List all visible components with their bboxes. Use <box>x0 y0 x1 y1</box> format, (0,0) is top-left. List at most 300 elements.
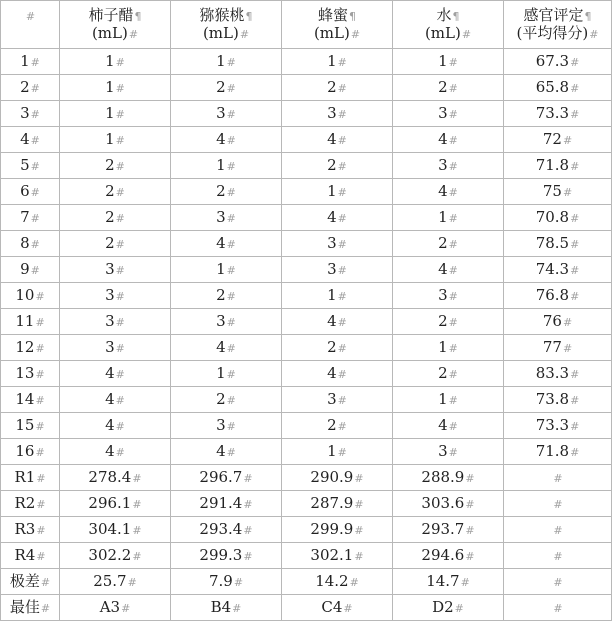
cell-end-mark: # <box>562 341 573 355</box>
cell-end-mark: # <box>115 107 125 121</box>
cell-end-mark: # <box>460 575 470 589</box>
data-cell <box>282 569 393 595</box>
data-cell-value: 76.8 <box>535 285 570 304</box>
table-row <box>1 283 612 309</box>
cell-end-mark: # <box>115 55 125 69</box>
data-cell <box>393 153 504 179</box>
row-label-cell <box>1 127 60 153</box>
data-cell-value: 14.7 <box>426 571 460 590</box>
data-cell <box>393 205 504 231</box>
cell-end-mark: # <box>226 237 236 251</box>
header-row <box>1 1 612 49</box>
data-cell <box>60 595 171 621</box>
cell-end-mark: # <box>570 263 580 277</box>
cell-end-mark: # <box>115 445 125 459</box>
data-cell <box>171 283 282 309</box>
cell-end-mark: # <box>128 27 139 41</box>
row-label-cell <box>1 75 60 101</box>
cell-end-mark: # <box>132 497 142 511</box>
cell-end-mark: # <box>570 419 580 433</box>
data-cell-value: D2 <box>432 597 454 616</box>
table-row <box>1 517 612 543</box>
data-cell-value: 2 <box>438 311 448 330</box>
row-label-cell <box>1 543 60 569</box>
cell-end-mark: # <box>226 419 236 433</box>
data-cell <box>171 179 282 205</box>
data-cell <box>393 179 504 205</box>
data-cell <box>60 49 171 75</box>
cell-end-mark: # <box>448 419 458 433</box>
data-cell-value: 2 <box>327 155 337 174</box>
data-cell <box>60 361 171 387</box>
data-cell <box>282 335 393 361</box>
data-cell <box>282 179 393 205</box>
cell-end-mark: # <box>36 549 46 563</box>
cell-end-mark: # <box>448 81 458 95</box>
data-cell <box>282 309 393 335</box>
data-cell <box>504 413 612 439</box>
data-cell-value: 296.1 <box>88 493 132 512</box>
data-cell <box>393 283 504 309</box>
row-label-cell-value: R4 <box>14 545 36 564</box>
paragraph-mark: ¶ <box>134 9 142 23</box>
cell-end-mark: # <box>570 55 580 69</box>
data-cell-value: 3 <box>216 311 226 330</box>
data-cell <box>282 257 393 283</box>
table-row <box>1 257 612 283</box>
data-cell-value: 4 <box>105 389 115 408</box>
data-cell-value: 4 <box>216 337 226 356</box>
table-row <box>1 231 612 257</box>
data-cell-value: 71.8 <box>535 155 570 174</box>
cell-end-mark: # <box>226 393 236 407</box>
row-label-cell-value: 5 <box>20 155 30 174</box>
data-cell <box>282 465 393 491</box>
table-row <box>1 335 612 361</box>
data-cell-value: C4 <box>321 597 343 616</box>
cell-end-mark: # <box>448 55 458 69</box>
cell-end-mark: # <box>132 549 142 563</box>
cell-end-mark: # <box>465 549 475 563</box>
data-cell-value: 3 <box>438 285 448 304</box>
cell-end-mark: # <box>343 601 353 615</box>
data-cell-value: 3 <box>327 103 337 122</box>
cell-end-mark: # <box>337 211 347 225</box>
data-cell-value: 1 <box>327 181 337 200</box>
cell-end-mark: # <box>243 523 253 537</box>
data-cell <box>282 387 393 413</box>
row-label-cell <box>1 257 60 283</box>
data-cell <box>282 231 393 257</box>
row-label-cell <box>1 153 60 179</box>
data-cell-value: 278.4 <box>88 467 132 486</box>
data-cell <box>171 569 282 595</box>
cell-end-mark: # <box>226 341 236 355</box>
row-label-cell-value: 最佳 <box>9 597 40 616</box>
header-line2: (mL) <box>91 23 128 42</box>
header-line2: (mL) <box>202 23 239 42</box>
data-cell <box>504 309 612 335</box>
cell-end-mark: # <box>36 523 46 537</box>
row-label-cell <box>1 517 60 543</box>
row-label-cell <box>1 335 60 361</box>
header-cell <box>504 1 612 49</box>
data-cell <box>171 335 282 361</box>
cell-end-mark: # <box>239 27 250 41</box>
data-cell <box>60 309 171 335</box>
data-cell <box>504 387 612 413</box>
table-row <box>1 179 612 205</box>
data-cell <box>171 491 282 517</box>
data-cell-value: 3 <box>438 103 448 122</box>
table-row <box>1 205 612 231</box>
table-row <box>1 101 612 127</box>
row-label-cell-value: 6 <box>20 181 30 200</box>
data-cell <box>60 205 171 231</box>
data-cell-value: 2 <box>438 363 448 382</box>
row-label-cell <box>1 465 60 491</box>
data-cell <box>504 491 612 517</box>
data-cell <box>171 309 282 335</box>
cell-end-mark: # <box>115 341 125 355</box>
cell-end-mark: # <box>448 289 458 303</box>
data-cell <box>171 231 282 257</box>
header-cell <box>60 1 171 49</box>
data-cell-value: 3 <box>105 337 115 356</box>
cell-end-mark: # <box>465 497 475 511</box>
cell-end-mark: # <box>553 601 563 615</box>
data-cell-value: 3 <box>327 233 337 252</box>
cell-end-mark: # <box>35 445 45 459</box>
cell-end-mark: # <box>132 523 142 537</box>
data-cell-value: 299.3 <box>199 545 243 564</box>
cell-end-mark: # <box>226 315 236 329</box>
data-cell <box>282 101 393 127</box>
data-cell <box>60 101 171 127</box>
data-cell <box>504 283 612 309</box>
data-cell <box>393 127 504 153</box>
cell-end-mark: # <box>448 445 458 459</box>
cell-end-mark: # <box>226 55 236 69</box>
data-cell-value: 4 <box>105 441 115 460</box>
data-cell <box>171 127 282 153</box>
header-cell <box>282 1 393 49</box>
data-cell-value: 2 <box>105 155 115 174</box>
data-cell-value: 296.7 <box>199 467 243 486</box>
cell-end-mark: # <box>570 367 580 381</box>
cell-end-mark: # <box>30 185 40 199</box>
table-row <box>1 75 612 101</box>
data-cell-value: 4 <box>105 415 115 434</box>
data-cell <box>393 543 504 569</box>
cell-end-mark: # <box>448 263 458 277</box>
data-cell <box>282 49 393 75</box>
data-cell-value: 1 <box>438 389 448 408</box>
data-cell <box>60 439 171 465</box>
cell-end-mark: # <box>570 289 580 303</box>
cell-end-mark: # <box>226 367 236 381</box>
data-cell <box>393 465 504 491</box>
cell-end-mark: # <box>570 237 580 251</box>
data-cell-value: 2 <box>216 181 226 200</box>
data-cell-value: 1 <box>438 207 448 226</box>
cell-end-mark: # <box>30 81 40 95</box>
cell-end-mark: # <box>115 419 125 433</box>
data-cell <box>60 179 171 205</box>
data-cell <box>60 153 171 179</box>
data-cell <box>171 361 282 387</box>
cell-end-mark: # <box>30 133 40 147</box>
data-cell <box>60 465 171 491</box>
cell-end-mark: # <box>448 237 458 251</box>
data-cell-value: 3 <box>216 103 226 122</box>
table-row <box>1 127 612 153</box>
table-row <box>1 309 612 335</box>
paragraph-mark: ¶ <box>584 9 592 23</box>
cell-end-mark: # <box>553 523 563 537</box>
cell-end-mark: # <box>36 471 46 485</box>
cell-end-mark: # <box>337 289 347 303</box>
data-cell <box>282 205 393 231</box>
data-cell <box>504 153 612 179</box>
cell-end-mark: # <box>570 81 580 95</box>
cell-end-mark: # <box>226 133 236 147</box>
data-cell-value: 4 <box>327 363 337 382</box>
data-cell-value: 74.3 <box>535 259 570 278</box>
data-cell <box>282 283 393 309</box>
table-row <box>1 361 612 387</box>
cell-end-mark: # <box>570 107 580 121</box>
row-label-cell-value: 13 <box>15 363 35 382</box>
cell-end-mark: # <box>465 523 475 537</box>
cell-end-mark: # <box>35 367 45 381</box>
cell-end-mark: # <box>127 575 137 589</box>
data-cell <box>504 75 612 101</box>
data-cell <box>60 127 171 153</box>
data-cell <box>282 595 393 621</box>
table-row <box>1 439 612 465</box>
header-cell <box>171 1 282 49</box>
table-row <box>1 413 612 439</box>
row-label-cell <box>1 439 60 465</box>
data-cell-value: 303.6 <box>421 493 465 512</box>
data-cell-value: 304.1 <box>88 519 132 538</box>
cell-end-mark: # <box>448 211 458 225</box>
row-label-cell-value: 8 <box>20 233 30 252</box>
data-cell <box>60 257 171 283</box>
data-cell <box>282 75 393 101</box>
table-row <box>1 543 612 569</box>
data-cell-value: 299.9 <box>310 519 354 538</box>
cell-end-mark: # <box>448 107 458 121</box>
row-label-cell <box>1 205 60 231</box>
cell-end-mark: # <box>570 159 580 173</box>
data-cell <box>282 439 393 465</box>
data-cell-value: 2 <box>438 233 448 252</box>
data-cell <box>171 439 282 465</box>
data-cell-value: 287.9 <box>310 493 354 512</box>
data-cell <box>393 231 504 257</box>
data-cell-value: 1 <box>105 129 115 148</box>
row-label-cell <box>1 231 60 257</box>
data-cell <box>282 153 393 179</box>
cell-end-mark: # <box>553 549 563 563</box>
data-cell-value: 1 <box>438 51 448 70</box>
data-cell <box>60 413 171 439</box>
cell-end-mark: # <box>243 471 253 485</box>
table-row <box>1 387 612 413</box>
data-cell <box>282 361 393 387</box>
data-cell <box>171 101 282 127</box>
data-cell-value: 1 <box>105 51 115 70</box>
data-cell-value: 4 <box>327 207 337 226</box>
data-cell-value: 3 <box>105 259 115 278</box>
data-cell-value: 2 <box>327 77 337 96</box>
cell-end-mark: # <box>448 367 458 381</box>
row-label-cell-value: R2 <box>14 493 36 512</box>
row-label-cell-value: R1 <box>14 467 36 486</box>
data-cell <box>504 257 612 283</box>
table-row <box>1 595 612 621</box>
data-cell <box>282 491 393 517</box>
data-cell-value: 7.9 <box>208 571 233 590</box>
data-cell <box>504 127 612 153</box>
cell-end-mark: # <box>448 185 458 199</box>
cell-end-mark: # <box>589 27 599 41</box>
cell-end-mark: # <box>115 367 125 381</box>
cell-end-mark: # <box>337 367 347 381</box>
row-label-cell-value: 2 <box>20 77 30 96</box>
row-label-cell <box>1 413 60 439</box>
cell-end-mark: # <box>337 133 347 147</box>
cell-end-mark: # <box>40 575 51 589</box>
cell-end-mark: # <box>226 263 236 277</box>
data-cell <box>171 413 282 439</box>
cell-end-mark: # <box>570 445 580 459</box>
data-cell <box>171 153 282 179</box>
cell-end-mark: # <box>115 393 125 407</box>
data-cell <box>282 413 393 439</box>
data-cell-value: 25.7 <box>93 571 127 590</box>
cell-end-mark: # <box>30 237 40 251</box>
data-cell-value: 302.1 <box>310 545 354 564</box>
data-cell-value: 1 <box>438 337 448 356</box>
cell-end-mark: # <box>35 289 45 303</box>
cell-end-mark: # <box>243 549 253 563</box>
paragraph-mark: ¶ <box>452 9 460 23</box>
data-cell <box>171 517 282 543</box>
cell-end-mark: # <box>337 393 347 407</box>
data-cell-value: 2 <box>105 181 115 200</box>
cell-end-mark: # <box>30 55 40 69</box>
row-label-cell-value: 11 <box>15 311 35 330</box>
cell-end-mark: # <box>337 81 347 95</box>
data-cell-value: 4 <box>216 233 226 252</box>
cell-end-mark: # <box>115 133 125 147</box>
row-label-cell-value: 7 <box>20 207 30 226</box>
data-cell-value: 4 <box>438 259 448 278</box>
data-cell <box>60 283 171 309</box>
data-cell-value: 4 <box>216 441 226 460</box>
data-cell-value: 2 <box>327 337 337 356</box>
data-cell <box>393 569 504 595</box>
data-cell <box>504 49 612 75</box>
data-cell-value: 65.8 <box>535 77 570 96</box>
cell-end-mark: # <box>337 55 347 69</box>
data-cell <box>171 257 282 283</box>
cell-end-mark: # <box>354 471 364 485</box>
table-row <box>1 49 612 75</box>
cell-end-mark: # <box>226 159 236 173</box>
cell-end-mark: # <box>226 211 236 225</box>
cell-end-mark: # <box>448 341 458 355</box>
data-cell <box>393 517 504 543</box>
cell-end-mark: # <box>36 497 46 511</box>
cell-end-mark: # <box>337 341 347 355</box>
data-cell <box>60 387 171 413</box>
data-cell-value: 3 <box>327 389 337 408</box>
cell-end-mark: # <box>454 601 464 615</box>
row-label-cell <box>1 283 60 309</box>
data-cell <box>504 231 612 257</box>
cell-end-mark: # <box>448 315 458 329</box>
cell-end-mark: # <box>448 159 458 173</box>
row-label-cell <box>1 491 60 517</box>
data-cell-value: 1 <box>327 285 337 304</box>
cell-end-mark: # <box>30 107 40 121</box>
data-cell <box>393 439 504 465</box>
data-cell-value: 2 <box>216 285 226 304</box>
data-cell-value: 3 <box>438 441 448 460</box>
cell-end-mark: # <box>115 289 125 303</box>
data-cell-value: 4 <box>438 415 448 434</box>
data-cell <box>504 101 612 127</box>
data-cell-value: 2 <box>105 207 115 226</box>
row-label-cell-value: 3 <box>20 103 30 122</box>
data-cell-value: 4 <box>438 129 448 148</box>
cell-end-mark: # <box>132 471 142 485</box>
cell-end-mark: # <box>30 263 40 277</box>
data-cell <box>171 205 282 231</box>
data-cell-value: 83.3 <box>535 363 570 382</box>
data-cell <box>282 517 393 543</box>
data-cell-value: 290.9 <box>310 467 354 486</box>
paragraph-mark: ¶ <box>245 9 253 23</box>
data-cell <box>393 49 504 75</box>
cell-end-mark: # <box>115 81 125 95</box>
data-cell <box>393 595 504 621</box>
data-cell-value: 3 <box>216 207 226 226</box>
data-cell-value: 78.5 <box>535 233 570 252</box>
data-cell-value: 1 <box>216 51 226 70</box>
data-cell <box>393 491 504 517</box>
row-label-cell-value: 15 <box>15 415 35 434</box>
data-cell-value: 1 <box>105 103 115 122</box>
header-line2: (mL) <box>424 23 461 42</box>
data-cell-value: 73.8 <box>535 389 570 408</box>
row-label-cell-value: 16 <box>15 441 35 460</box>
data-cell-value: 288.9 <box>421 467 465 486</box>
data-cell-value: 1 <box>327 441 337 460</box>
data-cell <box>171 465 282 491</box>
cell-end-mark: # <box>30 159 40 173</box>
data-cell <box>504 439 612 465</box>
cell-end-mark: # <box>562 185 573 199</box>
data-cell-value: 3 <box>438 155 448 174</box>
data-cell-value: 71.8 <box>535 441 570 460</box>
data-cell-value: 1 <box>216 155 226 174</box>
data-cell <box>282 127 393 153</box>
